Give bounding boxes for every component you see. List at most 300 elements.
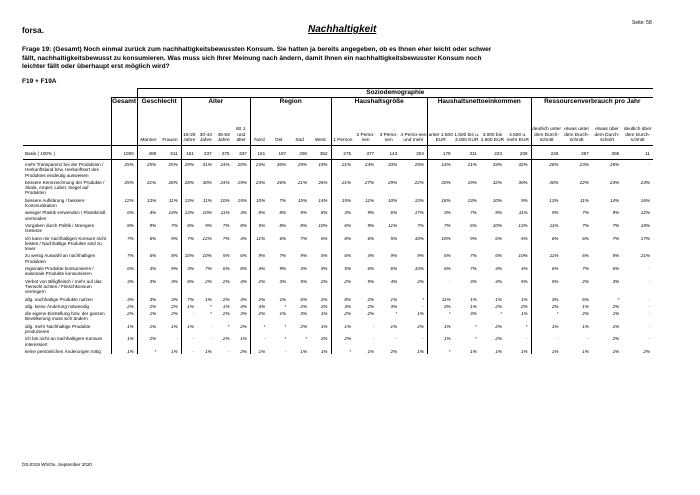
row-label: allg. keine Änderung notwendig xyxy=(25,303,90,309)
cell-value: 4% xyxy=(137,208,159,221)
cell-value: 10% xyxy=(427,234,453,252)
cell-value: 3% xyxy=(470,311,477,317)
cell-value: 5% xyxy=(222,253,230,259)
cell-value: 5% xyxy=(320,253,328,259)
column-header: unter 1.500 EUR xyxy=(427,106,453,146)
cell-value: 1% xyxy=(520,296,528,302)
cell-value: - xyxy=(228,348,230,354)
total-header: Gesamt xyxy=(112,98,137,105)
cell-value: 1% xyxy=(300,348,308,354)
column-header: 60 J. und älter xyxy=(235,127,247,144)
cell-value: * xyxy=(531,309,561,322)
cell-value: 6% xyxy=(279,235,287,241)
cell-value: 6% xyxy=(390,266,398,272)
group-header: Region xyxy=(250,98,331,107)
cell-value: 1% xyxy=(111,322,137,335)
cell-value: 1% xyxy=(612,348,620,354)
cell-value: 17% xyxy=(414,210,424,216)
cell-value: 24% xyxy=(250,178,268,196)
cell-value: 1% xyxy=(367,348,375,354)
cell-value: 1% xyxy=(495,296,502,302)
cell-value: 12% xyxy=(202,235,212,241)
cell-value: 1% xyxy=(205,296,212,302)
cell-value: 6% xyxy=(495,235,502,241)
cell-value: 1% xyxy=(222,303,230,309)
cell-value: 11% xyxy=(531,221,561,234)
cell-value: 8% xyxy=(300,222,308,228)
cell-value: 1% xyxy=(205,348,212,354)
cell-value: 9% xyxy=(250,251,268,264)
column-header: 45-59 Jahre xyxy=(217,132,230,144)
column-header: Männer xyxy=(137,106,159,146)
cell-value: 6% xyxy=(612,266,620,272)
cell-value: 6% xyxy=(222,266,230,272)
row-label: keine persönlichen Änderungen nötig xyxy=(25,348,101,354)
basis-value: 226 xyxy=(531,146,561,160)
cell-value: 6% xyxy=(240,253,247,259)
cell-value: 7% xyxy=(222,222,230,228)
cell-value: 7% xyxy=(279,253,287,259)
cell-value: 10% xyxy=(202,210,212,216)
cell-value: 5% xyxy=(520,278,528,284)
cell-value: 4% xyxy=(250,302,268,309)
cell-value: 1% xyxy=(427,334,453,347)
row-label: mehr Transparenz bei der Produktion / Herkunftsland bzw. Herkunftsort des Produktes eindeutig ausweisen xyxy=(25,162,104,178)
cell-value: 1% xyxy=(279,296,287,302)
cell-value: * xyxy=(209,303,212,309)
cell-value: 7% xyxy=(612,235,620,241)
cell-value: 7% xyxy=(427,221,453,234)
cell-value: 9% xyxy=(612,210,620,216)
cell-value: 3% xyxy=(181,264,197,277)
cell-value: 29% xyxy=(297,162,308,167)
cell-value: 12% xyxy=(640,210,650,216)
cell-value: 4% xyxy=(367,253,375,259)
cell-value: 10% xyxy=(414,266,424,272)
cell-value: - xyxy=(372,323,375,329)
cell-value: 2% xyxy=(612,336,620,342)
cell-value: 7% xyxy=(279,197,287,203)
row-label: allg. mehr Nachhaltige Produkte produzieren xyxy=(25,323,91,335)
footer-text: f20.0319 Wh/Ou, September 2020 xyxy=(22,462,92,467)
table-row xyxy=(23,302,653,309)
cell-value: - xyxy=(210,336,212,342)
cell-value: 1% xyxy=(137,322,159,335)
cell-value: 5% xyxy=(331,264,354,277)
row-label: Vorgaben durch Politik / strengere Gesetze xyxy=(25,222,95,234)
cell-value: 2% xyxy=(582,278,589,284)
cell-value: 18% xyxy=(640,222,650,228)
cell-value: 3% xyxy=(111,277,137,295)
cell-value: 8% xyxy=(331,295,354,302)
basis-value: 151 xyxy=(181,146,197,160)
cell-value: 8% xyxy=(181,221,197,234)
cell-value: 33% xyxy=(387,162,398,167)
table-row xyxy=(23,196,653,209)
cell-value: 2% xyxy=(222,336,230,342)
cell-value: 6% xyxy=(367,235,375,241)
cell-value: 11% xyxy=(579,197,589,203)
cell-value: 15% xyxy=(297,197,308,203)
cell-value: 1% xyxy=(331,322,354,335)
cell-value: * xyxy=(427,309,453,322)
cell-value: 7% xyxy=(470,210,477,216)
cell-value: 7% xyxy=(470,266,477,272)
basis-value: 352 xyxy=(319,151,328,156)
cell-value: 7% xyxy=(205,266,212,272)
table-row xyxy=(23,178,653,196)
cell-value: 13% xyxy=(531,196,561,209)
cell-value: 1% xyxy=(470,303,477,309)
basis-value: 11 xyxy=(645,151,650,156)
cell-value: 2% xyxy=(367,311,375,317)
cell-value: 11% xyxy=(250,234,268,252)
cell-value: 2% xyxy=(367,303,375,309)
cell-value: 10% xyxy=(181,251,197,264)
cell-value: 28% xyxy=(168,179,178,185)
cell-value: 13% xyxy=(414,197,424,203)
cell-value: 5% xyxy=(531,277,561,295)
cell-value: 6% xyxy=(495,253,502,259)
cell-value: - xyxy=(284,348,287,354)
column-header: West xyxy=(314,138,326,144)
cell-value: 2% xyxy=(137,302,159,309)
cell-value: 15% xyxy=(331,196,354,209)
cell-value: 11% xyxy=(531,251,561,264)
cell-value: 2% xyxy=(331,334,354,347)
cell-value: * xyxy=(284,303,287,309)
cell-value: - xyxy=(422,336,424,342)
cell-value: * xyxy=(137,347,159,354)
column-header: deutlich über dem Durch-schnitt xyxy=(623,127,652,144)
cell-value: 2% xyxy=(222,278,230,284)
group-header: Ressourcenverbrauch pro Jahr xyxy=(531,98,653,107)
cell-value: 2% xyxy=(205,278,212,284)
cell-value: 1% xyxy=(137,309,159,322)
cell-value: 1% xyxy=(111,347,137,354)
cell-value: 7% xyxy=(470,253,477,259)
column-header: deutlich unter dem Durch-schnitt xyxy=(531,106,561,146)
row-label: die eigene Einstellung bzw. der ganzen Bevölkerung muss sich ändern xyxy=(25,311,105,322)
cell-value: 1% xyxy=(582,323,589,329)
cell-value: 28% xyxy=(531,160,561,178)
cell-value: 1% xyxy=(181,322,197,335)
cell-value: 9% xyxy=(367,222,375,228)
cell-value: 24% xyxy=(220,162,230,167)
cell-value: 3% xyxy=(531,295,561,302)
cell-value: * xyxy=(209,311,212,317)
basis-value: 197 xyxy=(278,151,287,156)
cell-value: 1% xyxy=(390,323,398,329)
cell-value: 2% xyxy=(643,348,650,354)
cell-value: * xyxy=(474,336,477,342)
row-label: Verbot von Billigfleisch / mehr auf das Tierwohl achten / Fleischkonsum verringern xyxy=(25,278,102,295)
cell-value: 10% xyxy=(250,196,268,209)
cell-value: 8% xyxy=(171,253,178,259)
cell-value: 9% xyxy=(417,253,424,259)
cell-value: - xyxy=(648,266,650,272)
table-row xyxy=(23,234,653,252)
question-text: Frage 19: (Gesamt) Noch einmal zurück zum nachhaltigkeitsbewussten Konsum. Sie hatten ja bereits angegeben, ob es Ihnen eher leicht oder schwer fällt, nachhaltigkeitsbewusst zu konsumieren. Was muss sich Ihrer Meinung nach ändern, damit Ihnen ein nachhaltigkeitsbewusster Konsum noch leichter fällt oder überhaupt erst möglich wird? xyxy=(22,46,492,71)
cell-value: 6% xyxy=(582,296,589,302)
table-row xyxy=(23,347,653,354)
cell-value: 10% xyxy=(387,197,398,203)
cell-value: 29% xyxy=(181,160,197,178)
cell-value: - xyxy=(648,311,650,317)
cell-value: 1% xyxy=(320,323,328,329)
cell-value: 31% xyxy=(202,162,212,167)
cell-value: - xyxy=(648,296,650,302)
cell-value: 21% xyxy=(297,179,308,185)
cell-value: 6% xyxy=(531,264,561,277)
column-header: 3.000 bis 4.500 EUR xyxy=(480,132,505,144)
cell-value: 1% xyxy=(171,323,178,329)
cell-value: 30% xyxy=(202,179,212,185)
cell-value: 19% xyxy=(467,179,477,185)
cell-value: 26% xyxy=(610,162,620,167)
cell-value: 3% xyxy=(137,264,159,277)
cell-value: 4% xyxy=(250,264,268,277)
cell-value: 6% xyxy=(331,221,354,234)
cell-value: 5% xyxy=(520,235,528,241)
cell-value: 7% xyxy=(612,222,620,228)
cell-value: 2% xyxy=(320,336,328,342)
cell-value: 3% xyxy=(171,278,178,284)
cell-value: 22% xyxy=(579,179,589,185)
basis-value: 161 xyxy=(250,146,268,160)
column-header: 2 Perso-nen xyxy=(356,132,375,144)
basis-value: 275 xyxy=(331,146,354,160)
cell-value: 10% xyxy=(518,253,528,259)
cell-value: 6% xyxy=(331,251,354,264)
cell-value: 1% xyxy=(612,323,620,329)
cell-value: 2% xyxy=(495,323,502,329)
cell-value: 9% xyxy=(470,235,477,241)
cell-value: 11% xyxy=(220,210,230,216)
cell-value: 13% xyxy=(168,210,178,216)
cell-value: 3% xyxy=(137,277,159,295)
basis-value: 223 xyxy=(494,151,502,156)
cell-value: 26% xyxy=(318,179,328,185)
cell-value: 2% xyxy=(240,323,247,329)
cell-value: 6% xyxy=(300,296,308,302)
cell-value: - xyxy=(395,336,398,342)
cell-value: 4% xyxy=(240,278,247,284)
cell-value: 1% xyxy=(582,348,589,354)
cell-value: 2% xyxy=(171,311,178,317)
column-header: Frauen xyxy=(162,138,178,144)
column-header: Nord xyxy=(250,106,268,146)
basis-value: 511 xyxy=(170,151,178,156)
cell-value: 14% xyxy=(427,160,453,178)
cell-value: - xyxy=(648,336,650,342)
cell-value: * xyxy=(427,347,453,354)
basis-label: Basis ( 100% ) xyxy=(25,151,55,156)
group-header: Haushaltsnettoeinkommen xyxy=(427,98,531,107)
cell-value: 5% xyxy=(250,221,268,234)
cell-value: 7% xyxy=(111,251,137,264)
cell-value: 11% xyxy=(427,295,453,302)
cell-value: 5% xyxy=(612,253,620,259)
basis-value: 275 xyxy=(221,151,230,156)
cell-value: 9% xyxy=(320,266,328,272)
cell-value: - xyxy=(250,334,268,347)
cell-value: 7% xyxy=(582,222,589,228)
table-row xyxy=(23,251,653,264)
cell-value: 32% xyxy=(518,162,528,167)
cell-value: 2% xyxy=(417,278,424,284)
cell-value: 19% xyxy=(318,162,328,167)
cell-value: 11% xyxy=(365,197,375,203)
cell-value: 2% xyxy=(331,309,354,322)
cell-value: 11% xyxy=(202,197,212,203)
cell-value: 8% xyxy=(240,222,247,228)
cell-value: 14% xyxy=(318,197,328,203)
basis-value: 377 xyxy=(366,151,375,156)
cell-value: 9% xyxy=(300,210,308,216)
cell-value: - xyxy=(181,347,197,354)
cell-value: 15% xyxy=(237,197,247,203)
cell-value: 13% xyxy=(137,196,159,209)
cell-value: 21% xyxy=(137,178,159,196)
cell-value: 6% xyxy=(111,264,137,277)
row-label: weniger Plastik verwenden / Plastikmüll vermeiden xyxy=(25,210,106,221)
cell-value: 20% xyxy=(237,162,247,167)
cell-value: 1% xyxy=(470,296,477,302)
cell-value: 25% xyxy=(111,178,137,196)
cell-value: 3% xyxy=(300,311,308,317)
cell-value: - xyxy=(181,309,197,322)
page-number: Seite: 58 xyxy=(632,20,652,26)
column-header: 4 Perso-nen und mehr xyxy=(400,132,427,144)
cell-value: 1% xyxy=(279,311,287,317)
cell-value: 2% xyxy=(331,277,354,295)
cell-value: 9% xyxy=(367,210,375,216)
table-row xyxy=(23,221,653,234)
group-header: Alter xyxy=(181,98,250,107)
cell-value: 32% xyxy=(492,179,502,185)
cell-value: 2% xyxy=(137,334,159,347)
cell-value: 24% xyxy=(220,179,230,185)
cell-value: 26% xyxy=(276,179,287,185)
cell-value: 12% xyxy=(111,196,137,209)
cell-value: 2% xyxy=(240,348,247,354)
cell-value: 1% xyxy=(240,336,247,342)
cell-value: 13% xyxy=(518,222,528,228)
cell-value: 6% xyxy=(320,235,328,241)
cell-value: 9% xyxy=(390,253,398,259)
cell-value: 5% xyxy=(300,278,308,284)
cell-value: 7% xyxy=(181,234,197,252)
cell-value: * xyxy=(422,296,424,302)
cell-value: 8% xyxy=(240,266,247,272)
cell-value: 7% xyxy=(171,222,178,228)
cell-value: 2% xyxy=(222,311,230,317)
cell-value: 1% xyxy=(531,347,561,354)
row-label: regionale Produkte konsumieren / saisonale Produkte konsumieren xyxy=(25,266,94,277)
cell-value: 25% xyxy=(168,162,178,167)
cell-value: 1% xyxy=(582,303,589,309)
row-label: ich kann mir nachhaltigen Konsum nicht leisten / Nachhaltige Produkte sind zu teuer xyxy=(25,235,107,252)
cell-value: - xyxy=(427,277,453,295)
cell-value: 23% xyxy=(579,162,589,167)
column-header: Ost xyxy=(274,138,283,144)
cell-value: * xyxy=(284,323,287,329)
column-header: 1.500 bis u. 3.000 EUR xyxy=(454,132,480,144)
cell-value: 1% xyxy=(612,311,620,317)
basis-value: 208 xyxy=(519,151,528,156)
cell-value: * xyxy=(305,336,308,342)
cell-value: - xyxy=(648,303,650,309)
cell-value: * xyxy=(617,296,620,302)
cell-value: 8% xyxy=(279,210,287,216)
cell-value: - xyxy=(587,336,589,342)
cell-value: - xyxy=(210,323,212,329)
column-header: Süd xyxy=(295,138,304,144)
basis-value: 367 xyxy=(581,151,589,156)
cell-value: 8% xyxy=(331,234,354,252)
cell-value: 21% xyxy=(331,160,354,178)
cell-value: 14% xyxy=(610,197,620,203)
table-subtitle: F19 + F19A xyxy=(22,78,57,85)
cell-value: * xyxy=(525,323,528,329)
cell-value: 4% xyxy=(240,235,247,241)
cell-value: 27% xyxy=(364,179,375,185)
cell-value: 2% xyxy=(320,303,328,309)
cell-value: 1% xyxy=(417,348,424,354)
cell-value: 1% xyxy=(417,311,424,317)
cell-value: 2% xyxy=(111,309,137,322)
cell-value: * xyxy=(500,311,502,317)
cell-value: 7% xyxy=(222,235,230,241)
cell-value: 8% xyxy=(181,277,197,295)
page-title: Nachhaltigkeit xyxy=(308,24,377,35)
cell-value: 7% xyxy=(111,234,137,252)
basis-value: 489 xyxy=(137,146,159,160)
row-label: bessere Kennzeichnung der Produkte / Skala, Ampel, Label, Siegel auf Produkten xyxy=(25,179,105,196)
cell-value: 7% xyxy=(582,210,589,216)
cell-value: 6% xyxy=(111,208,137,221)
cell-value: - xyxy=(531,334,561,347)
column-header: etwas über dem Durch-schnitt xyxy=(594,127,620,144)
basis-value: 395 xyxy=(611,151,620,156)
table-row xyxy=(23,277,653,295)
cell-value: 3% xyxy=(331,302,354,309)
cell-value: 3% xyxy=(137,295,159,302)
cell-value: 11% xyxy=(388,222,398,228)
cell-value: 2% xyxy=(320,296,328,302)
cell-value: 1% xyxy=(250,347,268,354)
cell-value: 1% xyxy=(520,348,528,354)
cell-value: 10% xyxy=(220,197,230,203)
row-label: ich bin nicht an nachhaltigem Konsum interessiert xyxy=(25,336,103,347)
row-label: bessere Aufklärung / bessere Kommunikation xyxy=(25,197,85,209)
cell-value: 1% xyxy=(470,348,477,354)
group-header: Geschlecht xyxy=(137,98,181,107)
cell-value: 30% xyxy=(518,179,528,185)
cell-value: 6% xyxy=(427,264,453,277)
basis-value: 237 xyxy=(204,151,212,156)
cell-value: 28% xyxy=(181,178,197,196)
cell-value: 9% xyxy=(205,222,212,228)
cell-value: 9% xyxy=(171,266,178,272)
cell-value: - xyxy=(422,303,424,309)
row-label: allg. nachhaltige Produkte nutzen xyxy=(25,296,93,302)
cell-value: 24% xyxy=(640,179,650,185)
cell-value: 17% xyxy=(640,235,650,241)
cell-value: 4% xyxy=(495,266,502,272)
cell-value: 2% xyxy=(612,303,620,309)
